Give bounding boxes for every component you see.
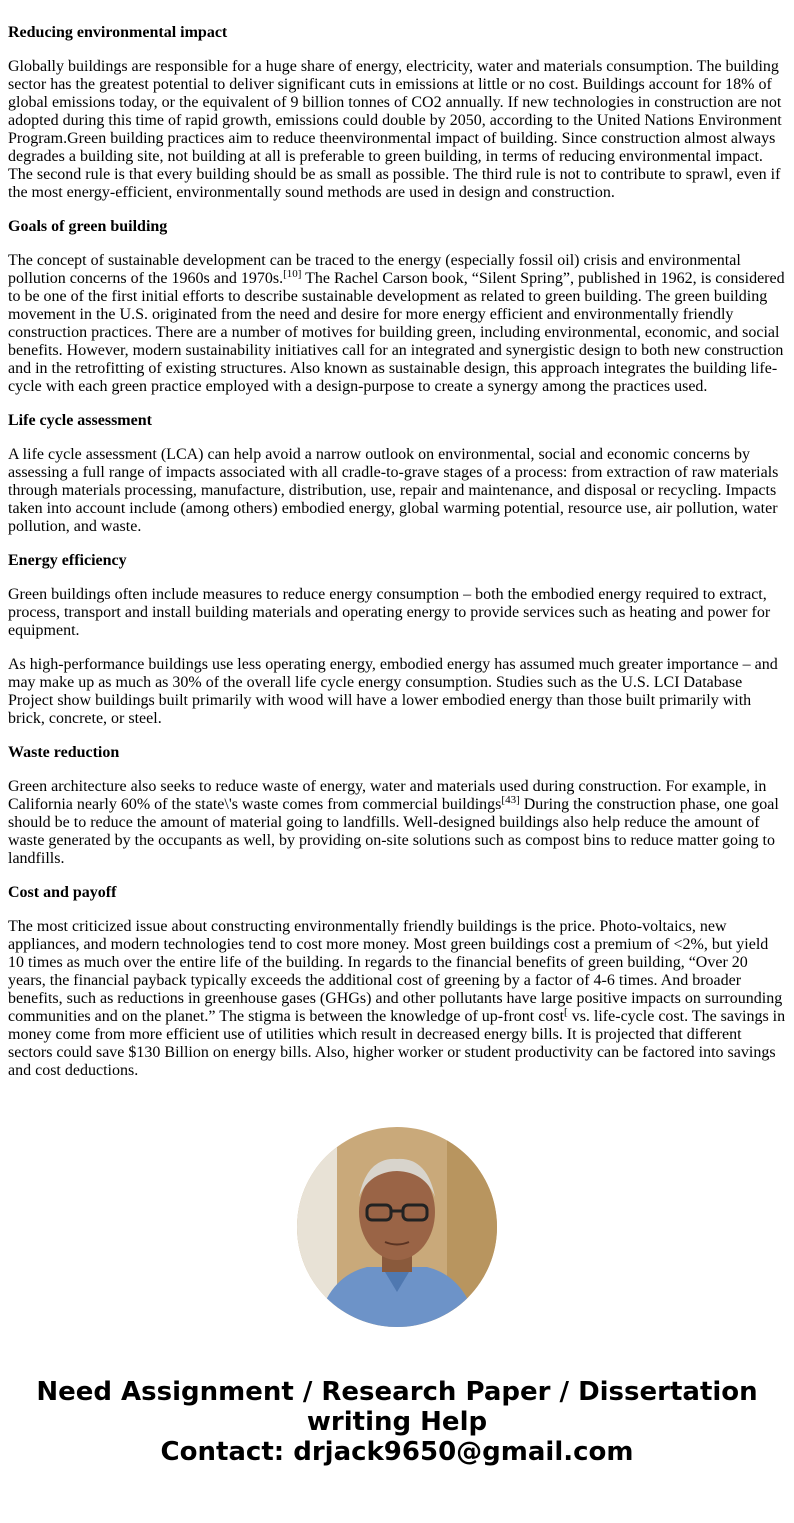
paragraph: A life cycle assessment (LCA) can help avoid a narrow outlook on environmental, social and economic concerns by assessing a full range of impacts associated with all cradle-to-grave stages of a process: from extraction of raw materials through materials processing, manufacture, distribution, use, repair and maintenance, and disposal or recycling. Impacts taken into account include (among others) embodied energy, global warming potential, resource use, air pollution, water pollution, and waste. bbox=[8, 446, 779, 535]
citation-link[interactable]: [ bbox=[564, 1006, 568, 1018]
paragraph: Green buildings often include measures to reduce energy consumption – both the embodied energy required to extract, process, transport and install building materials and operating energy to provide services such as heating and power for equipment. bbox=[8, 586, 771, 639]
heading-lca: Life cycle assessment bbox=[8, 412, 152, 429]
cut-off-line bbox=[8, 0, 786, 8]
text: The Rachel Carson book, “Silent Spring”, published in 1962, is considered to be one of the first initial efforts to describe sustainable development as related to green building. The green building movement in the U.S. originated from the need and desire for more energy efficient and environmentally friendly construction practices. There are a number of motives for building green, including environmental, economic, and social benefits. However, modern sustainability initiatives call for an integrated and synergistic design to both new construction and in the retrofitting of existing structures. Also known as sustainable design, this approach integrates the building life-cycle with each green practice employed with a design-purpose to create a synergy among the practices used. bbox=[8, 270, 785, 395]
contact-banner bbox=[0, 1377, 794, 1467]
citation-link[interactable]: [43] bbox=[501, 794, 520, 806]
heading-reducing-impact: Reducing environmental impact bbox=[8, 24, 228, 41]
paragraph bbox=[8, 778, 786, 868]
paragraph bbox=[8, 918, 786, 1080]
author-photo bbox=[297, 1127, 497, 1327]
paragraph: As high-performance buildings use less operating energy, embodied energy has assumed much greater importance – and may make up as much as 30% of the overall life cycle energy consumption. Studies such as the U.S. LCI Database Project show buildings built primarily with wood will have a lower embodied energy than those built primarily with brick, concrete, or steel. bbox=[8, 656, 778, 727]
heading-waste: Waste reduction bbox=[8, 744, 120, 761]
text: vs. life-cycle cost. The savings in money come from more efficient use of utilities which result in decreased energy bills. It is projected that different sectors could save $130 Billion on energy bills. Also, higher worker or student productivity can be factored into savings and cost deductions. bbox=[8, 1008, 786, 1079]
heading-cost: Cost and payoff bbox=[8, 884, 117, 901]
text: During the construction phase, one goal should be to reduce the amount of material going to landfills. Well-designed buildings also help reduce the amount of waste generated by the occupants as well, by providing on-site solutions such as compost bins to reduce matter going to landfills. bbox=[8, 796, 779, 867]
text: Green architecture also seeks to reduce waste of energy, water and materials used during construction. For example, in California nearly 60% of the state\'s waste comes from commercial buildings bbox=[8, 778, 767, 813]
paragraph bbox=[8, 252, 786, 396]
citation-link[interactable]: [10] bbox=[283, 268, 302, 280]
contact-email: Contact: drjack9650@gmail.com bbox=[160, 1437, 634, 1467]
text: The concept of sustainable development can be traced to the energy (especially fossil oil) crisis and environmental pollution concerns of the 1960s and 1970s. bbox=[8, 252, 741, 287]
text: The most criticized issue about constructing environmentally friendly buildings is the price. Photo-voltaics, new appliances, and modern technologies tend to cost more money. Most green buildings cost a premium of <2%, but yield 10 times as much over the entire life of the building. In regards to the financial benefits of green building, “Over 20 years, the financial payback typically exceeds the additional cost of greening by a factor of 4-6 times. And broader benefits, such as reductions in greenhouse gases (GHGs) and other pollutants have large positive impacts on surrounding communities and on the planet.” The stigma is between the knowledge of up-front cost bbox=[8, 918, 783, 1025]
paragraph: Globally buildings are responsible for a huge share of energy, electricity, water and materials consumption. The building sector has the greatest potential to deliver significant cuts in emissions at little or no cost. Buildings account for 18% of global emissions today, or the equivalent of 9 billion tonnes of CO2 annually. If new technologies in construction are not adopted during this time of rapid growth, emissions could double by 2050, according to the United Nations Environment Program.Green building practices aim to reduce theenvironmental impact of building. Since construction almost always degrades a building site, not building at all is preferable to green building, in terms of reducing environmental impact. The second rule is that every building should be as small as possible. The third rule is not to contribute to sprawl, even if the most energy-efficient, environmentally sound methods are used in design and construction. bbox=[8, 58, 782, 201]
heading-energy: Energy efficiency bbox=[8, 552, 127, 569]
heading-goals: Goals of green building bbox=[8, 218, 168, 235]
help-text: Need Assignment / Research Paper / Dissertation writing Help bbox=[36, 1377, 758, 1437]
